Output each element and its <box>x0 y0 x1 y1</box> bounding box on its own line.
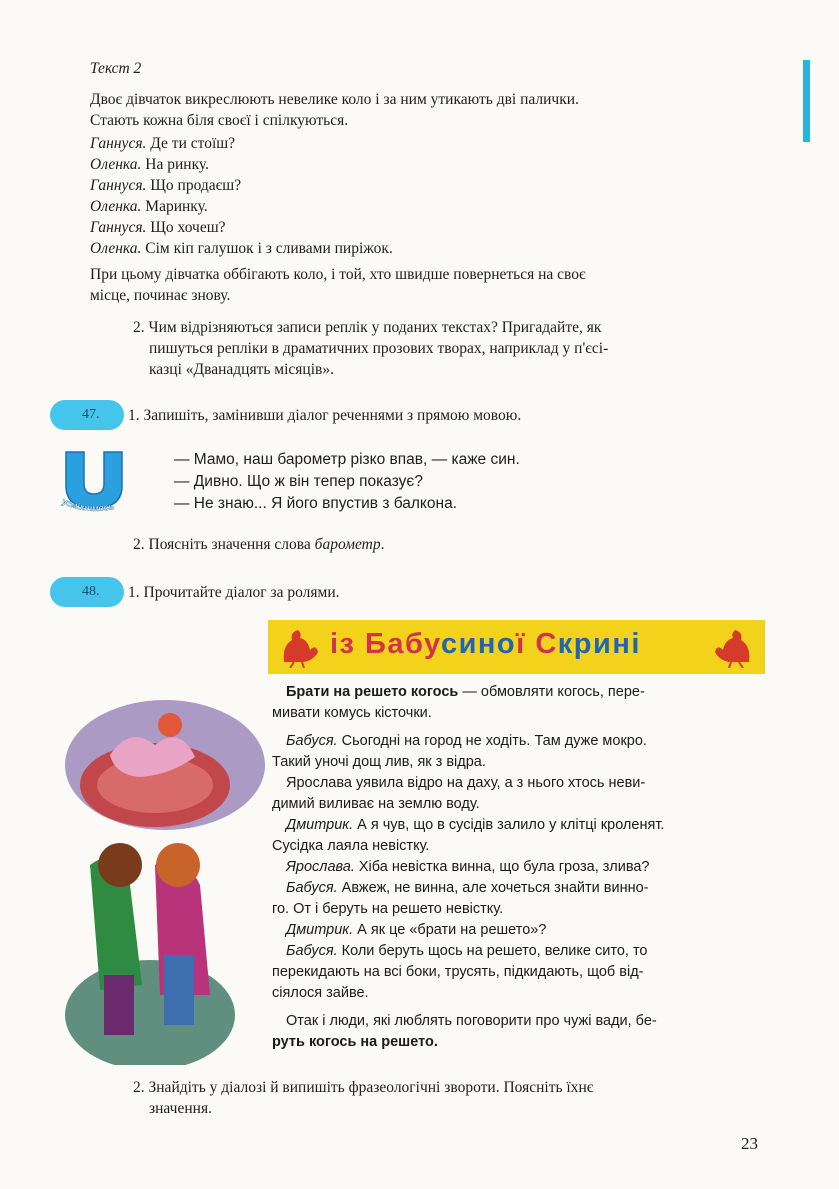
dialog-line <box>90 133 235 154</box>
illustration <box>60 685 270 1065</box>
dialog-line: Отак і люди, які люблять поговорити про чужі вади, бе- <box>286 1013 657 1029</box>
exercise-48-badge: 48. <box>50 577 124 607</box>
dialog-line <box>90 154 209 175</box>
speaker-name: Оленка. <box>90 198 142 215</box>
task2-text: 2. Поясніть значення слова <box>133 536 315 553</box>
dialog-line <box>90 238 393 259</box>
smile-u-icon <box>52 448 142 518</box>
speaker-name: Оленка. <box>90 240 142 257</box>
speech-text: На ринку. <box>145 156 209 173</box>
dialog-line: Дмитрик. А як це «брати на решето»? <box>286 922 547 938</box>
speech-text: Де ти стоїш? <box>150 135 236 152</box>
speaker-name: Дмитрик. <box>286 922 354 938</box>
task2-line2: пишуться репліки в драматичних прозових творах, наприклад у п'єсі- <box>149 340 609 357</box>
smile-icon-caption: усміхнімось <box>60 496 115 514</box>
dialog-line: руть когось на решето. <box>272 1034 438 1050</box>
exercise-47-task2 <box>133 534 385 555</box>
task2-word: барометр <box>314 536 381 553</box>
exercise-48-task1: 1. Прочитайте діалог за ролями. <box>128 584 340 601</box>
text-outro-line2: місце, починає знову. <box>90 287 231 304</box>
speech-text: Що продаєш? <box>150 177 242 194</box>
task2-line3: казці «Дванадцять місяців». <box>149 361 334 378</box>
exercise-47-dialog-line: — Мамо, наш барометр різко впав, — каже син. <box>174 451 520 468</box>
dialog-line <box>90 175 241 196</box>
dialog-line: сіялося зайве. <box>272 985 369 1001</box>
exercise-48-task2-line2: значення. <box>149 1100 212 1117</box>
dialog-line: Бабуся. Коли беруть щось на решето, велике сито, то <box>286 943 648 959</box>
grass-shape <box>65 960 235 1065</box>
speaker-name: Бабуся. <box>286 733 338 749</box>
text-intro-line2: Стають кожна біля своєї і спілкуються. <box>90 112 349 129</box>
idiom-phrase: Брати на решето когось <box>286 684 459 700</box>
page-edge-accent <box>803 60 810 142</box>
rooster-icon <box>278 626 322 668</box>
dialog-line <box>90 217 226 238</box>
dialog-line: Ярослава уявила відро на даху, а з нього хтось неви- <box>286 775 646 791</box>
rooster-icon <box>711 626 755 668</box>
dialog-line: Ярослава. Хіба невістка винна, що була гроза, злива? <box>286 859 650 875</box>
dialog-line: Сусідка лаяла невістку. <box>272 838 430 854</box>
task2-period: . <box>380 536 385 553</box>
speaker-name: Бабуся. <box>286 880 338 896</box>
exercise-47-task1: 1. Запишіть, замінивши діалог реченнями з прямою мовою. <box>128 407 522 424</box>
speaker-name: Оленка. <box>90 156 142 173</box>
dialog-line: перекидають на всі боки, трусять, підкидають, щоб від- <box>272 964 644 980</box>
text-intro-line1: Двоє дівчаток викреслюють невелике коло і за ним утикають дві палички. <box>90 91 579 108</box>
exercise-47-badge: 47. <box>50 400 124 430</box>
dialog-line: Бабуся. Авжеж, не винна, але хочеться знайти винно- <box>286 880 649 896</box>
exercise-47-dialog-line: — Не знаю... Я його впустив з балкона. <box>174 495 457 512</box>
exercise-48-task2-line1: 2. Знайдіть у діалозі й випишіть фразеологічні звороти. Поясніть їхнє <box>133 1079 594 1096</box>
speech-text: Маринку. <box>145 198 208 215</box>
text-heading: Текст 2 <box>90 60 142 77</box>
grandma-chest-banner <box>268 620 765 674</box>
speaker-name: Ярослава. <box>286 859 355 875</box>
speaker-name: Дмитрик. <box>286 817 354 833</box>
speaker-name: Ганнуся. <box>90 135 147 152</box>
page-number: 23 <box>741 1134 758 1153</box>
speech-text: Що хочеш? <box>150 219 226 236</box>
idiom-meaning: — обмовляти когось, пере- <box>458 684 645 700</box>
banner-title: із Бабусиної Скрині <box>330 628 641 660</box>
speech-text: Сім кіп галушок і з сливами пиріжок. <box>145 240 393 257</box>
dialog-line: Такий уночі дощ лив, як з відра. <box>272 754 486 770</box>
idiom-definition-line2: мивати комусь кісточки. <box>272 705 432 721</box>
exercise-47-dialog-line: — Дивно. Що ж він тепер показує? <box>174 473 423 490</box>
idiom-definition-line1 <box>286 682 645 703</box>
dialog-line <box>90 196 208 217</box>
speaker-name: Бабуся. <box>286 943 338 959</box>
dialog-line: Бабуся. Сьогодні на город не ходіть. Там дуже мокро. <box>286 733 647 749</box>
task2-line1: 2. Чим відрізняються записи реплік у поданих текстах? Пригадайте, як <box>133 319 602 336</box>
speaker-name: Ганнуся. <box>90 177 147 194</box>
dialog-line: димий виливає на землю воду. <box>272 796 480 812</box>
speaker-name: Ганнуся. <box>90 219 147 236</box>
dialog-line: го. От і беруть на решето невістку. <box>272 901 504 917</box>
text-outro-line1: При цьому дівчатка оббігають коло, і той, хто швидше повернеться на своє <box>90 266 586 283</box>
dialog-line: Дмитрик. А я чув, що в сусідів залило у клітці кроленят. <box>286 817 665 833</box>
